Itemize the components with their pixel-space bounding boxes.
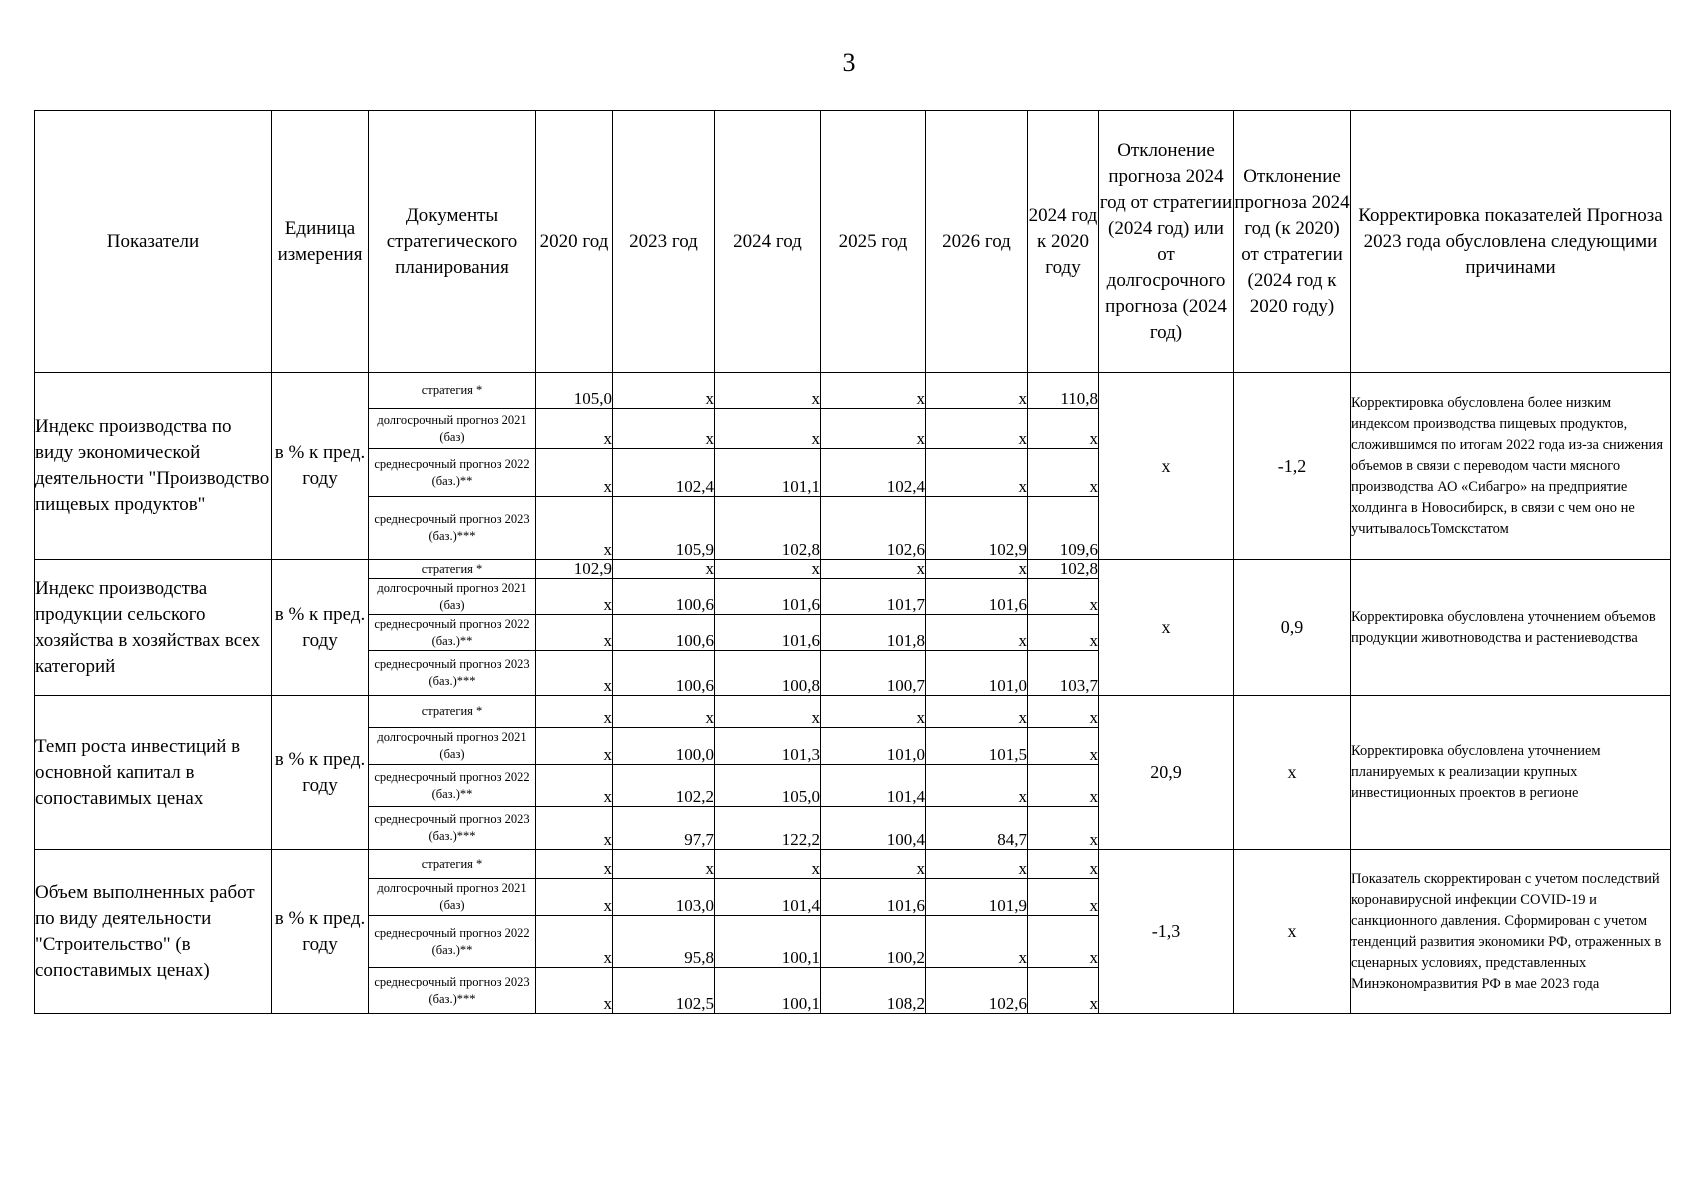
value-2024: 122,2 — [715, 807, 821, 850]
value-2023: x — [613, 373, 715, 409]
value-2020: x — [536, 449, 613, 497]
table-body — [35, 373, 1671, 1014]
value-2024: x — [715, 409, 821, 449]
header-2024: 2024 год — [715, 111, 821, 373]
value-2024: 101,6 — [715, 579, 821, 615]
value-2023: x — [613, 850, 715, 879]
document-label: среднесрочный прогноз 2023 (баз.)*** — [369, 651, 536, 696]
value-2025: 100,4 — [821, 807, 926, 850]
value-2023: 100,6 — [613, 579, 715, 615]
value-2025: x — [821, 373, 926, 409]
value-2023: 100,0 — [613, 728, 715, 765]
document-label: долгосрочный прогноз 2021 (баз) — [369, 728, 536, 765]
value-2025: x — [821, 409, 926, 449]
value-2020: x — [536, 497, 613, 560]
value-2025: 108,2 — [821, 968, 926, 1014]
value-2020: x — [536, 807, 613, 850]
header-unit: Единица измерения — [272, 111, 369, 373]
value-2026: 102,6 — [926, 968, 1028, 1014]
document-label: среднесрочный прогноз 2022 (баз.)** — [369, 449, 536, 497]
header-2024-to-2020: 2024 год к 2020 году — [1028, 111, 1099, 373]
indicator-name: Темп роста инвестиций в основной капитал в сопоставимых ценах — [35, 696, 272, 850]
indicator-name: Объем выполненных работ по виду деятельности "Строительство" (в сопоставимых ценах) — [35, 850, 272, 1014]
value-2025: 102,4 — [821, 449, 926, 497]
value-2024: 100,1 — [715, 916, 821, 968]
document-label: стратегия * — [369, 850, 536, 879]
deviation-strategy: -1,2 — [1234, 373, 1351, 560]
reason-note: Корректировка обусловлена более низким индексом производства пищевых продуктов, сложившимся по итогам 2022 года из-за снижения объемов в связи с переводом части мясного производства АО «Сибагро» на предприятие холдинга в Новосибирск, в связи с чем оно не учитывалосьТомскстатом — [1351, 373, 1671, 560]
value-2024: x — [715, 373, 821, 409]
value-2024-to-2020: x — [1028, 409, 1099, 449]
deviation-forecast: x — [1099, 560, 1234, 696]
header-2026: 2026 год — [926, 111, 1028, 373]
value-2026: x — [926, 615, 1028, 651]
value-2026: x — [926, 850, 1028, 879]
value-2024-to-2020: x — [1028, 728, 1099, 765]
value-2024: 101,3 — [715, 728, 821, 765]
value-2024-to-2020: x — [1028, 449, 1099, 497]
value-2024: 101,6 — [715, 615, 821, 651]
value-2026: x — [926, 916, 1028, 968]
value-2023: 97,7 — [613, 807, 715, 850]
value-2024-to-2020: x — [1028, 696, 1099, 728]
header-reasons: Корректировка показателей Прогноза 2023 года обусловлена следующими причинами — [1351, 111, 1671, 373]
unit-cell: в % к пред. году — [272, 560, 369, 696]
indicator-name: Индекс производства по виду экономической деятельности "Производство пищевых продуктов" — [35, 373, 272, 560]
value-2024: 102,8 — [715, 497, 821, 560]
value-2025: 102,6 — [821, 497, 926, 560]
document-label: среднесрочный прогноз 2022 (баз.)** — [369, 916, 536, 968]
value-2026: x — [926, 696, 1028, 728]
unit-cell: в % к пред. году — [272, 696, 369, 850]
value-2024: x — [715, 696, 821, 728]
deviation-forecast: 20,9 — [1099, 696, 1234, 850]
document-label: среднесрочный прогноз 2022 (баз.)** — [369, 615, 536, 651]
value-2025: 101,6 — [821, 879, 926, 916]
value-2026: x — [926, 449, 1028, 497]
value-2024-to-2020: x — [1028, 807, 1099, 850]
value-2023: x — [613, 409, 715, 449]
document-label: среднесрочный прогноз 2022 (баз.)** — [369, 765, 536, 807]
value-2024: x — [715, 850, 821, 879]
value-2020: x — [536, 916, 613, 968]
header-indicator: Показатели — [35, 111, 272, 373]
value-2024: 101,4 — [715, 879, 821, 916]
value-2024-to-2020: 110,8 — [1028, 373, 1099, 409]
value-2024-to-2020: x — [1028, 968, 1099, 1014]
header-2023: 2023 год — [613, 111, 715, 373]
document-label: среднесрочный прогноз 2023 (баз.)*** — [369, 807, 536, 850]
value-2024-to-2020: x — [1028, 579, 1099, 615]
value-2026: 101,5 — [926, 728, 1028, 765]
value-2024-to-2020: 109,6 — [1028, 497, 1099, 560]
document-label: среднесрочный прогноз 2023 (баз.)*** — [369, 968, 536, 1014]
value-2026: x — [926, 373, 1028, 409]
document-label: стратегия * — [369, 560, 536, 579]
document-label: стратегия * — [369, 696, 536, 728]
deviation-strategy: x — [1234, 850, 1351, 1014]
value-2024-to-2020: x — [1028, 765, 1099, 807]
value-2023: 100,6 — [613, 615, 715, 651]
header-2020: 2020 год — [536, 111, 613, 373]
header-deviation-forecast: Отклонение прогноза 2024 год от стратегии (2024 год) или от долгосрочного прогноза (2024 год) — [1099, 111, 1234, 373]
value-2025: 101,7 — [821, 579, 926, 615]
value-2023: 102,5 — [613, 968, 715, 1014]
value-2024-to-2020: x — [1028, 916, 1099, 968]
value-2025: 101,4 — [821, 765, 926, 807]
unit-cell: в % к пред. году — [272, 373, 369, 560]
value-2026: x — [926, 560, 1028, 579]
header-deviation-strategy: Отклонение прогноза 2024 год (к 2020) от стратегии (2024 год к 2020 году) — [1234, 111, 1351, 373]
document-label: долгосрочный прогноз 2021 (баз) — [369, 579, 536, 615]
value-2024: 100,8 — [715, 651, 821, 696]
value-2026: x — [926, 409, 1028, 449]
header-documents: Документы стратегического планирования — [369, 111, 536, 373]
value-2020: x — [536, 968, 613, 1014]
value-2025: 101,0 — [821, 728, 926, 765]
page-number: 3 — [842, 48, 856, 77]
reason-note: Показатель скорректирован с учетом последствий коронавирусной инфекции COVID-19 и санкционного давления. Сформирован с учетом тенденций развития экономики РФ, отраженных в сценарных условиях, представленных Минэкономразвития РФ в мае 2023 года — [1351, 850, 1671, 1014]
table-row — [35, 373, 1671, 409]
table-row — [35, 696, 1671, 728]
value-2026: x — [926, 765, 1028, 807]
value-2020: x — [536, 615, 613, 651]
value-2020: x — [536, 879, 613, 916]
deviation-strategy: 0,9 — [1234, 560, 1351, 696]
value-2023: 105,9 — [613, 497, 715, 560]
indicator-name: Индекс производства продукции сельского хозяйства в хозяйствах всех категорий — [35, 560, 272, 696]
value-2026: 84,7 — [926, 807, 1028, 850]
value-2024: 101,1 — [715, 449, 821, 497]
value-2025: x — [821, 696, 926, 728]
value-2023: x — [613, 696, 715, 728]
deviation-forecast: -1,3 — [1099, 850, 1234, 1014]
value-2020: x — [536, 579, 613, 615]
header-2025: 2025 год — [821, 111, 926, 373]
document-label: долгосрочный прогноз 2021 (баз) — [369, 879, 536, 916]
value-2023: x — [613, 560, 715, 579]
value-2020: x — [536, 850, 613, 879]
value-2026: 102,9 — [926, 497, 1028, 560]
header-row — [35, 111, 1671, 373]
value-2024: 105,0 — [715, 765, 821, 807]
value-2024-to-2020: x — [1028, 879, 1099, 916]
value-2024: 100,1 — [715, 968, 821, 1014]
value-2024-to-2020: x — [1028, 850, 1099, 879]
value-2023: 103,0 — [613, 879, 715, 916]
value-2023: 95,8 — [613, 916, 715, 968]
document-label: среднесрочный прогноз 2023 (баз.)*** — [369, 497, 536, 560]
value-2020: 102,9 — [536, 560, 613, 579]
value-2023: 102,4 — [613, 449, 715, 497]
value-2020: x — [536, 696, 613, 728]
unit-cell: в % к пред. году — [272, 850, 369, 1014]
value-2026: 101,9 — [926, 879, 1028, 916]
value-2026: 101,6 — [926, 579, 1028, 615]
indicators-table — [34, 110, 1671, 1014]
value-2020: 105,0 — [536, 373, 613, 409]
reason-note: Корректировка обусловлена уточнением объемов продукции животноводства и растениеводства — [1351, 560, 1671, 696]
value-2024-to-2020: 103,7 — [1028, 651, 1099, 696]
value-2024-to-2020: 102,8 — [1028, 560, 1099, 579]
document-label: стратегия * — [369, 373, 536, 409]
value-2025: 100,2 — [821, 916, 926, 968]
document-label: долгосрочный прогноз 2021 (баз) — [369, 409, 536, 449]
value-2025: 100,7 — [821, 651, 926, 696]
table-row — [35, 560, 1671, 579]
value-2024: x — [715, 560, 821, 579]
value-2023: 100,6 — [613, 651, 715, 696]
value-2020: x — [536, 728, 613, 765]
value-2020: x — [536, 765, 613, 807]
value-2025: x — [821, 560, 926, 579]
deviation-forecast: x — [1099, 373, 1234, 560]
value-2025: 101,8 — [821, 615, 926, 651]
value-2020: x — [536, 409, 613, 449]
deviation-strategy: x — [1234, 696, 1351, 850]
table-row — [35, 850, 1671, 879]
value-2023: 102,2 — [613, 765, 715, 807]
value-2025: x — [821, 850, 926, 879]
value-2020: x — [536, 651, 613, 696]
value-2026: 101,0 — [926, 651, 1028, 696]
value-2024-to-2020: x — [1028, 615, 1099, 651]
reason-note: Корректировка обусловлена уточнением планируемых к реализации крупных инвестиционных проектов в регионе — [1351, 696, 1671, 850]
